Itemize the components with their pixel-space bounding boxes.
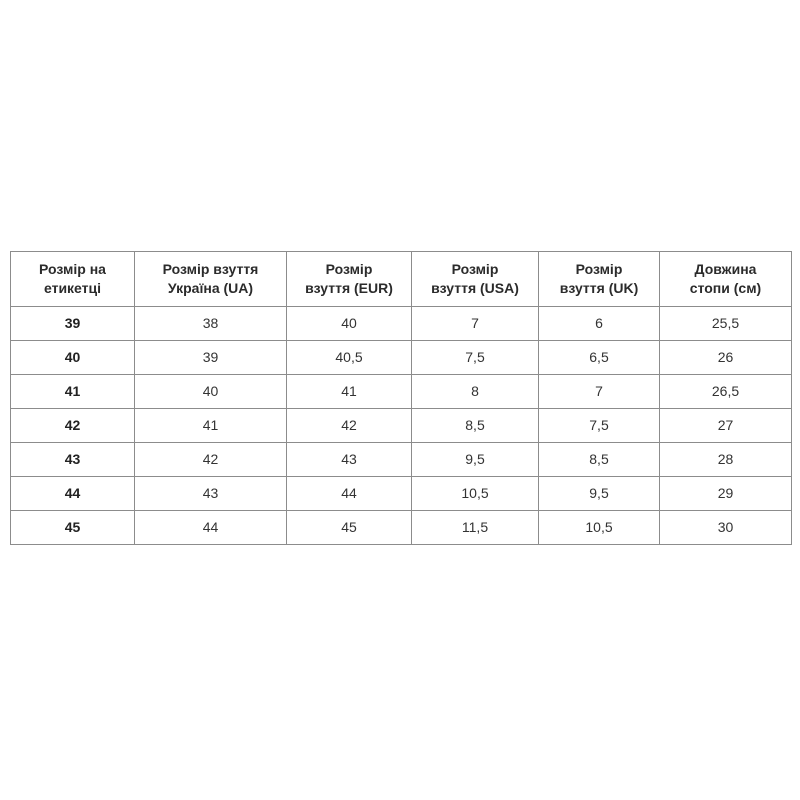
header-eur-size — [287, 252, 412, 307]
header-label-size — [11, 252, 135, 307]
cell-foot-length: 26,5 — [660, 375, 792, 409]
cell-ua-size: 38 — [135, 307, 287, 341]
header-line: етикетці — [43, 280, 102, 296]
cell-uk-size: 6 — [539, 307, 660, 341]
cell-usa-size: 8,5 — [412, 409, 539, 443]
header-line: Розмір — [575, 261, 623, 277]
header-line: Розмір — [451, 261, 499, 277]
cell-uk-size: 6,5 — [539, 341, 660, 375]
cell-usa-size: 7,5 — [412, 341, 539, 375]
cell-uk-size: 9,5 — [539, 477, 660, 511]
table-body — [11, 307, 792, 545]
cell-label-size: 45 — [11, 511, 135, 545]
cell-label-size: 42 — [11, 409, 135, 443]
cell-usa-size: 7 — [412, 307, 539, 341]
cell-ua-size: 43 — [135, 477, 287, 511]
cell-uk-size: 7 — [539, 375, 660, 409]
cell-label-size: 40 — [11, 341, 135, 375]
cell-ua-size: 44 — [135, 511, 287, 545]
cell-eur-size: 41 — [287, 375, 412, 409]
cell-eur-size: 44 — [287, 477, 412, 511]
cell-foot-length: 27 — [660, 409, 792, 443]
size-chart-table — [10, 251, 792, 545]
cell-foot-length: 29 — [660, 477, 792, 511]
table-row — [11, 443, 792, 477]
cell-foot-length: 26 — [660, 341, 792, 375]
cell-label-size: 44 — [11, 477, 135, 511]
cell-usa-size: 8 — [412, 375, 539, 409]
cell-label-size: 43 — [11, 443, 135, 477]
header-line: Розмір — [325, 261, 373, 277]
table-row — [11, 341, 792, 375]
cell-foot-length: 28 — [660, 443, 792, 477]
table-row — [11, 511, 792, 545]
cell-ua-size: 40 — [135, 375, 287, 409]
cell-ua-size: 41 — [135, 409, 287, 443]
header-ua-size — [135, 252, 287, 307]
cell-uk-size: 10,5 — [539, 511, 660, 545]
cell-label-size: 39 — [11, 307, 135, 341]
header-line: взуття (UK) — [559, 280, 639, 296]
table-row — [11, 375, 792, 409]
header-line: Довжина — [694, 261, 757, 277]
cell-foot-length: 25,5 — [660, 307, 792, 341]
header-foot-length — [660, 252, 792, 307]
header-line: Україна (UA) — [167, 280, 254, 296]
table-row — [11, 477, 792, 511]
header-line: Розмір взуття — [162, 261, 259, 277]
header-uk-size — [539, 252, 660, 307]
cell-eur-size: 45 — [287, 511, 412, 545]
header-line: взуття (USA) — [431, 280, 519, 296]
cell-uk-size: 8,5 — [539, 443, 660, 477]
header-line: Розмір на — [39, 261, 106, 277]
cell-usa-size: 10,5 — [412, 477, 539, 511]
table-row — [11, 307, 792, 341]
cell-ua-size: 42 — [135, 443, 287, 477]
cell-eur-size: 40,5 — [287, 341, 412, 375]
header-row — [11, 252, 792, 307]
cell-foot-length: 30 — [660, 511, 792, 545]
cell-usa-size: 9,5 — [412, 443, 539, 477]
cell-uk-size: 7,5 — [539, 409, 660, 443]
header-line: взуття (EUR) — [305, 280, 393, 296]
table-row — [11, 409, 792, 443]
header-line: стопи (см) — [689, 280, 762, 296]
table-header — [11, 252, 792, 307]
cell-eur-size: 43 — [287, 443, 412, 477]
cell-label-size: 41 — [11, 375, 135, 409]
cell-eur-size: 40 — [287, 307, 412, 341]
header-usa-size — [412, 252, 539, 307]
cell-ua-size: 39 — [135, 341, 287, 375]
cell-eur-size: 42 — [287, 409, 412, 443]
cell-usa-size: 11,5 — [412, 511, 539, 545]
